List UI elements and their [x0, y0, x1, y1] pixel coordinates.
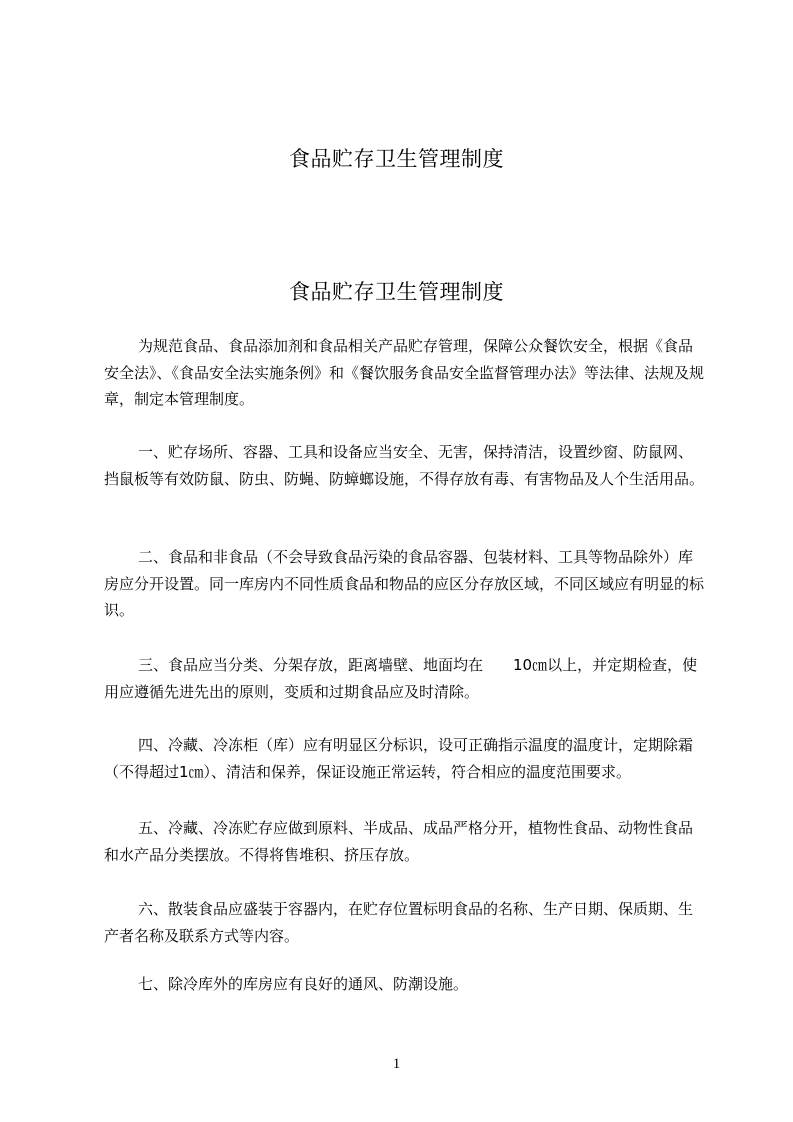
paragraph-rule-6: 六、散装食品应盛装于容器内，在贮存位置标明食品的名称、生产日期、保质期、生产者名称及联系方式等内容。 — [104, 900, 694, 945]
paragraph-rule-5: 五、冷藏、冷冻贮存应做到原料、半成品、成品严格分开，植物性食品、动物性食品和水产品分类摆放。不得将售堆积、挤压存放。 — [104, 819, 694, 864]
paragraph-rule-1: 一、贮存场所、容器、工具和设备应当安全、无害，保持清洁，设置纱窗、防鼠网、挡鼠板等有效防鼠、防虫、防蝇、防蟑螂设施，不得存放有毒、有害物品及人个生活用品。 — [104, 443, 705, 488]
paragraph-rule-3: 三、食品应当分类、分架存放，距离墙壁、地面均在 10㎝以上，并定期检查，使用应遵循先进先出的原则，变质和过期食品应及时清除。 — [104, 656, 698, 701]
document-subtitle: 食品贮存卫生管理制度 — [289, 280, 504, 304]
paragraph-rule-7: 七、除冷库外的库房应有良好的通风、防潮设施。 — [138, 975, 469, 993]
paragraph-rule-2: 二、食品和非食品（不会导致食品污染的食品容器、包装材料、工具等物品除外）库房应分开设置。同一库房内不同性质食品和物品的应区分存放区域，不同区域应有明显的标识。 — [104, 548, 705, 619]
page-number: 1 — [392, 1056, 401, 1072]
document-title: 食品贮存卫生管理制度 — [289, 147, 504, 171]
paragraph-rule-4: 四、冷藏、冷冻柜（库）应有明显区分标识，设可正确指示温度的温度计，定期除霜（不得超过1㎝）、清洁和保养，保证设施正常运转，符合相应的温度范围要求。 — [104, 736, 694, 781]
paragraph-intro: 为规范食品、食品添加剂和食品相关产品贮存管理，保障公众餐饮安全，根据《食品安全法》、《食品安全法实施条例》和《餐饮服务食品安全监督管理办法》等法律、法规及规章，制定本管理制度。 — [104, 337, 705, 408]
